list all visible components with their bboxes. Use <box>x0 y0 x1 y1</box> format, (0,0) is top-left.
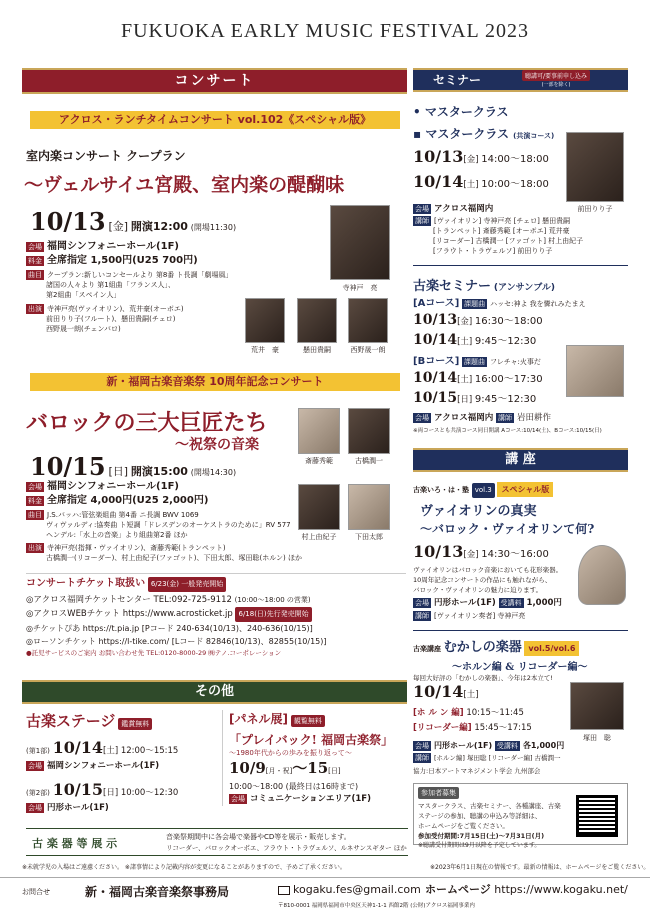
mc-teachers <box>413 216 583 256</box>
a-course-song-label: 課題曲 <box>464 299 486 308</box>
panel-name: 「プレイバック! 福岡古楽祭」 <box>229 733 394 747</box>
stage-part2-time: 10:00～12:30 <box>120 788 179 798</box>
stage-part2-venue: 円形ホール(1F) <box>47 803 109 813</box>
venue-label: 会場 <box>415 204 429 213</box>
ensemble-teacher: 岩田耕作 <box>516 413 551 423</box>
seminar-req-sub: (一部を除く) <box>541 82 571 88</box>
ticket-line-0: ◎アクロス福岡チケットセンター TEL:092-725-9112 <box>26 595 232 605</box>
lecture1-date <box>413 542 549 562</box>
mc-date2 <box>413 172 549 192</box>
photo-iwata <box>566 345 624 397</box>
photo-furuhashi <box>348 408 390 454</box>
lecture-banner: 講 座 <box>413 448 628 472</box>
a-date2 <box>413 334 536 349</box>
panel-sub: ～1980年代からの歩みを振り返って～ <box>229 749 352 757</box>
lecture1-teacher-value: [ヴァイオリン奏者] 寺神戸亮 <box>434 612 526 620</box>
footer-homepage[interactable] <box>425 883 628 896</box>
mc-teacher-1: [トランペット] 斎藤秀範 [オーボエ] 荒井豪 <box>433 227 570 235</box>
ensemble-venue <box>413 412 551 425</box>
concert1-fee: 全席指定 1,500円(U25 700円) <box>47 255 198 266</box>
lecture2-desc: 毎回大好評の「むかしの楽器」、今年は2本立て! <box>413 674 553 682</box>
venue-label: 会場 <box>415 413 429 422</box>
teacher-label: 講師 <box>415 217 429 225</box>
concert2-prog-2: ヘンデル:「水上の音楽」より組曲第2番 ほか <box>46 531 188 539</box>
concert2-perf-1: 古橋潤一(リコーダー)、村上由紀子(ファゴット)、下田太郎、塚田聡(ホルン) ほか <box>46 554 303 562</box>
b-date1 <box>413 372 543 387</box>
panel-date: 10/9 <box>229 759 266 777</box>
lecture2-fee: 各1,000円 <box>522 741 565 750</box>
footer-hp-label: ホームページ <box>425 883 491 896</box>
masterclass-ens-label: マスタークラス <box>425 127 509 141</box>
stage-part1-time: 12:00～15:15 <box>120 746 179 756</box>
fee-label: 料金 <box>28 496 42 505</box>
photo-maeda <box>566 132 624 202</box>
b-date2-num: 10/15 <box>413 390 458 406</box>
lecture1-date-day: [金] <box>463 550 479 560</box>
stage-part2-day: [日] <box>103 788 119 798</box>
concert2-series-bar: 新・福岡古楽音楽祭 10周年記念コンサート <box>30 373 400 391</box>
photo-caption-maeda: 前田りり子 <box>577 205 613 213</box>
lecture1-special: スペシャル版 <box>497 482 553 497</box>
tickets-sale-date: 6/23(金) 一般発売開始 <box>148 577 226 592</box>
performers-label: 出演 <box>28 544 42 552</box>
concert1-subtitle: 室内楽コンサート クープラン <box>26 149 186 163</box>
other-banner: その他 <box>22 680 407 704</box>
a-date1-num: 10/13 <box>413 312 458 328</box>
apply-period: 参加受付期間:7月15日(土)～7月31日(月) <box>418 832 545 840</box>
a-course-label: [Aコース] <box>413 298 460 309</box>
ticket-childcare-note: ●託児サービスのご案内 お問い合わせ先 TEL:0120-8000-29 ㈱テノ.コーポレーション <box>26 649 282 657</box>
lecture1-desc-1: 10周年記念コンサートの作品にも触れながら、 <box>413 576 552 584</box>
stage-part2-date: 10/15 <box>52 780 103 799</box>
concert1-prog-2: 第2組曲「スペイン人」 <box>46 291 121 299</box>
ticket-hours: (10:00～18:00 の営業) <box>234 596 311 604</box>
venue-label: 会場 <box>28 803 42 812</box>
a-date2-time: 9:45～12:30 <box>474 336 537 347</box>
stage-part1-venue: 福岡シンフォニーホール(1F) <box>47 761 160 771</box>
lecture2-series: 古楽講座 <box>413 645 441 653</box>
lecture2-sub: ～ホルン編 & リコーダー編～ <box>452 662 588 673</box>
concert2-fee: 全席指定 4,000円(U25 2,000円) <box>47 495 209 506</box>
mc-venue <box>413 203 493 216</box>
mc-date1 <box>413 147 549 167</box>
a-course-head <box>413 297 586 311</box>
footer-address: 〒810-0001 福岡県福岡市中央区天神1-1-1 西館2階 (公財)アクロス福岡事業内 <box>278 903 475 909</box>
seminar-req <box>522 70 590 88</box>
masterclass-label: マスタークラス <box>424 105 509 119</box>
ensemble-title <box>413 275 555 294</box>
photo-caption-murakami: 村上由紀子 <box>301 533 337 541</box>
apply-title: 参加者募集 <box>418 787 459 799</box>
panel-free-badge: 観覧無料 <box>291 715 325 727</box>
qr-code[interactable] <box>576 795 618 837</box>
footer-inquiry-label: お問合せ <box>22 888 50 896</box>
concert1-prog-0: クープラン:新しいコンセールより 第8番 ト長調「劇場風」 <box>47 271 233 279</box>
photo-nishino <box>348 298 388 343</box>
lecture2-date <box>413 682 479 702</box>
concert1-date <box>30 207 236 236</box>
lecture1-series <box>413 482 553 498</box>
lecture1-time: 14:30～16:00 <box>481 549 549 560</box>
photo-terakado <box>330 205 390 280</box>
b-course-head <box>413 355 541 369</box>
ensemble-note: ※両コースとも共演コース同日開講 Aコース:10/14(土)、Bコース:10/15(日) <box>413 428 602 434</box>
concert2-date-num: 10/15 <box>30 452 106 481</box>
a-date1 <box>413 314 543 329</box>
masterclass-ens-sub: (共演コース) <box>513 132 555 140</box>
lecture1-fee: 1,000円 <box>526 598 562 608</box>
stage-section <box>26 710 216 815</box>
apply-desc-1: ステージの参加、聴講の申込み等詳細は、 <box>418 812 542 820</box>
seminar-banner-title: セミナー <box>433 73 482 87</box>
lecture1-vol: vol.3 <box>472 483 495 498</box>
mc-venue-value: アクロス福岡内 <box>434 204 494 214</box>
masterclass-title: • マスタークラス <box>413 105 509 119</box>
instruments-title: 古 楽 器 等 展 示 <box>32 837 118 850</box>
seminar-req-badge: 聴講可/要事前申し込み <box>522 70 590 81</box>
b-date2-day: [日] <box>457 395 473 405</box>
mc-date2-time: 10:00～18:00 <box>481 179 549 190</box>
lecture2-vol: vol.5/vol.6 <box>524 641 579 656</box>
venue-label: 会場 <box>28 482 42 491</box>
ticket-line-3[interactable]: ◎ローソンチケット https://l-tike.com/ [Lコード 82846(10/13)、82855(10/15)] <box>26 637 327 646</box>
concert2-title: バロックの三大巨匠たち <box>26 410 268 436</box>
lecture1-teacher <box>413 611 525 621</box>
concert2-time: 開演15:00 <box>130 465 188 478</box>
footer-note2: ※2023年6月1日現在の情報です。最新の情報は、ホームページをご覧ください。 <box>430 864 650 871</box>
panel-section <box>222 710 412 806</box>
photo-murakami <box>298 484 340 530</box>
photo-caption-furuhashi: 古橋潤一 <box>355 457 383 465</box>
seminar-banner <box>413 68 628 92</box>
lecture2-title: むかしの楽器 <box>443 640 522 655</box>
concert1-date-num: 10/13 <box>30 207 106 236</box>
ensemble-venue-value: アクロス福岡内 <box>434 413 494 423</box>
concert2-perf-0: 寺神戸亮(指揮・ヴァイオリン)、斎藤秀範(トランペット) <box>47 544 226 552</box>
a-date1-day: [金] <box>457 317 473 327</box>
photo-tsukada <box>570 682 624 730</box>
panel-date-day: [月・祝] <box>265 767 293 775</box>
instruments-section <box>26 828 408 856</box>
panel-time: 10:00～18:00 (最終日は16時まで) <box>229 782 359 791</box>
b-course-label: [Bコース] <box>413 356 460 367</box>
photo-caption-shimoda: 下田太郎 <box>355 533 383 541</box>
lecture2-coop: 協力:日本アートマネジメント学会 九州部会 <box>413 767 541 775</box>
mc-date2-num: 10/14 <box>413 172 464 191</box>
ticket-line-1[interactable]: ◎アクロスWEBチケット https://www.acrosticket.jp <box>26 609 233 619</box>
violin-illustration <box>578 545 626 605</box>
stage-part1-day: [土] <box>103 746 119 756</box>
lecture1-sub: ～バロック・ヴァイオリンて何? <box>420 522 595 536</box>
concert1-perf-1: 前田りり子(フルート)、懸田貴嗣(チェロ) <box>46 315 176 323</box>
festival-title: FUKUOKA EARLY MUSIC FESTIVAL 2023 <box>120 20 530 42</box>
venue-label: 会場 <box>231 794 245 803</box>
lecture2-venue <box>413 739 564 753</box>
teacher-label: 講師 <box>415 612 429 620</box>
masterclass-ens-title: ▪ マスタークラス (共演コース) <box>413 127 555 141</box>
apply-desc-2: ホームページをご覧ください。 <box>418 822 509 830</box>
photo-arai <box>245 298 285 343</box>
concert-banner: コンサート <box>22 68 407 94</box>
ensemble-title-sub: (アンサンブル) <box>493 283 555 293</box>
lecture1-series-name: 古楽いろ・は・塾 <box>413 486 469 494</box>
footer-email[interactable] <box>278 883 421 896</box>
b-date2-time: 9:45～12:30 <box>474 394 537 405</box>
b-date1-day: [土] <box>457 375 473 385</box>
mc-date1-num: 10/13 <box>413 147 464 166</box>
footer-note1: ※未就学児の入場はご遠慮ください。 ※諸事情により記載内容が変更になることがありますので、予めご了承ください。 <box>22 864 346 871</box>
stage-title: 古楽ステージ <box>26 712 116 730</box>
lecture2-date-num: 10/14 <box>413 682 464 701</box>
concert2-open: (開場14:30) <box>190 468 237 477</box>
panel-title: [パネル展] <box>229 712 288 726</box>
photo-caption-nishino: 西野晟一朗 <box>350 346 386 354</box>
photo-caption-terakado: 寺神戸 亮 <box>342 284 378 292</box>
program-label: 曲目 <box>28 511 42 519</box>
photo-saito <box>298 408 340 454</box>
ticket-line-2[interactable]: ◎チケットぴあ https://t.pia.jp [Pコード 240-634(10/13)、240-636(10/15)] <box>26 624 313 633</box>
lecture2-recorder <box>413 722 532 735</box>
concert1-title: ～ヴェルサイユ宮殿、室内楽の醍醐味 <box>24 174 345 196</box>
b-date1-time: 16:00～17:30 <box>474 374 543 385</box>
footer-office: 新・福岡古楽音楽祭事務局 <box>85 885 230 899</box>
lecture2-venue-value: 円形ホール(1F) <box>434 741 493 750</box>
lecture1-venue <box>413 597 562 610</box>
photo-caption-saito: 斎藤秀範 <box>305 457 333 465</box>
tickets-box <box>26 573 406 673</box>
lecture2-horn <box>413 707 524 720</box>
concert1-venue: 福岡シンフォニーホール(1F) <box>47 241 179 252</box>
concert1-perf-0: 寺神戸亮(ヴァイオリン)、荒井豪(オーボエ) <box>47 305 184 313</box>
lecture1-venue-value: 円形ホール(1F) <box>434 598 496 608</box>
program-label: 曲目 <box>28 271 42 279</box>
stage-part2-label: (第2部) <box>26 789 50 797</box>
mail-icon <box>278 886 290 895</box>
apply-note: ※聴講受付期間は9月以降を予定しています。 <box>418 842 541 849</box>
lecture1-fee-label: 受講料 <box>500 598 522 607</box>
lecture2-fee-label: 受講料 <box>496 741 518 750</box>
footer-email-value[interactable]: kogaku.fes@gmail.com <box>293 883 421 896</box>
concert2-subtitle: ～祝祭の音楽 <box>175 437 259 453</box>
a-date2-day: [土] <box>457 337 473 347</box>
instruments-desc1: 音楽祭期間中に各会場で楽器やCD等を展示・販売します。 <box>166 833 351 841</box>
tickets-head: コンサートチケット取扱い <box>26 578 146 589</box>
photo-kakeda <box>297 298 337 343</box>
a-date2-num: 10/14 <box>413 332 458 348</box>
mc-teacher-3: [フラウト・トラヴェルソ] 前田りり子 <box>433 247 553 255</box>
lecture2-head <box>413 641 579 656</box>
panel-date-end-day: [日] <box>328 767 341 775</box>
mc-date2-day: [土] <box>463 180 479 190</box>
ensemble-title-main: 古楽セミナー <box>413 279 492 294</box>
concert1-date-day: [金] <box>108 220 129 233</box>
concert1-prog-1: 諸国の人々より 第1組曲「フランス人」、 <box>46 281 175 289</box>
concert2-date <box>30 452 236 481</box>
concert1-time: 開演12:00 <box>130 220 188 233</box>
venue-label: 会場 <box>415 598 429 607</box>
a-date1-time: 16:30～18:00 <box>474 316 543 327</box>
stage-part1-date: 10/14 <box>52 738 103 757</box>
venue-label: 会場 <box>415 741 429 750</box>
instruments-desc2: リコーダー、バロックオーボエ、フラウト・トラヴェルソ、ルネサンスギター ほか <box>166 844 407 852</box>
mc-date1-time: 14:00～18:00 <box>481 154 549 165</box>
concert2-date-day: [日] <box>108 465 129 478</box>
concert2-prog-1: ヴィヴァルディ:協奏曲 ト短調「ドレスデンのオーケストラのために」RV 577 <box>46 521 291 529</box>
ticket-advance-badge: 6/18(日)先行発売開始 <box>235 607 311 622</box>
b-course-song: フレチャ:火事だ <box>489 358 541 366</box>
lecture2-horn-time: 10:15～11:45 <box>466 708 524 718</box>
lecture1-desc-0: ヴァイオリンはバロック音楽においても花形楽器。 <box>413 566 563 574</box>
b-course-song-label: 課題曲 <box>463 357 485 366</box>
concert1-perf-2: 西野晟一朗(チェンバロ) <box>46 325 121 333</box>
lecture2-recorder-time: 15:45～17:15 <box>474 723 532 733</box>
lecture2-recorder-label: [リコーダー編] <box>413 723 472 733</box>
lecture2-teacher <box>413 753 561 763</box>
teacher-label: 講師 <box>415 754 429 762</box>
lecture1-desc-2: バロック・ヴァイオリンの魅力に迫ります。 <box>413 586 543 594</box>
lecture2-teacher-value: [ホルン編] 塚田聡 [リコーダー編] 古橋潤一 <box>434 754 561 762</box>
stage-part1-label: (第1部) <box>26 747 50 755</box>
venue-label: 会場 <box>28 242 42 251</box>
photo-shimoda <box>348 484 390 530</box>
venue-label: 会場 <box>28 761 42 770</box>
mc-teacher-2: [リコーダー] 古橋潤一 [ファゴット] 村上由紀子 <box>433 237 584 245</box>
fee-label: 料金 <box>28 256 42 265</box>
photo-caption-arai: 荒井 豪 <box>251 346 279 354</box>
footer-divider <box>0 877 650 878</box>
photo-caption-tsukada: 塚田 聡 <box>583 734 611 742</box>
panel-venue: コミュニケーションエリア(1F) <box>250 794 371 804</box>
stage-free-badge: 鑑賞無料 <box>118 718 152 730</box>
seminar-divider <box>413 265 628 266</box>
lecture2-date-day: [土] <box>463 690 479 700</box>
concert1-open: (開場11:30) <box>190 223 237 232</box>
a-course-song: ハッセ:神よ 我を憐れみたまえ <box>490 300 586 308</box>
lecture1-desc <box>413 565 562 595</box>
mc-teacher-0: [ヴァイオリン] 寺神戸亮 [チェロ] 懸田貴嗣 <box>434 217 571 225</box>
performers-label: 出演 <box>28 305 42 313</box>
concert1-series-bar: アクロス・ランチタイムコンサート vol.102《スペシャル版》 <box>30 111 400 129</box>
concert2-venue: 福岡シンフォニーホール(1F) <box>47 481 179 492</box>
lecture2-horn-label: [ホ ル ン 編] <box>413 708 464 718</box>
panel-date-end: ～15 <box>292 759 329 777</box>
mc-date1-day: [金] <box>463 155 479 165</box>
lecture-divider <box>413 630 628 631</box>
lecture1-date-num: 10/13 <box>413 542 464 561</box>
b-date1-num: 10/14 <box>413 370 458 386</box>
teacher-label: 講師 <box>497 413 512 422</box>
concert2-prog-0: J.S.バッハ:管弦楽組曲 第4番 ニ長調 BWV 1069 <box>47 511 199 519</box>
apply-desc-0: マスタークラス、古楽セミナー、各種講座、古楽 <box>418 802 561 810</box>
b-date2 <box>413 392 536 407</box>
lecture1-title: ヴァイオリンの真実 <box>420 504 537 519</box>
footer-url[interactable]: https://www.kogaku.net/ <box>494 883 628 896</box>
photo-caption-kakeda: 懸田貴嗣 <box>303 346 331 354</box>
footer-inquiry <box>22 886 50 899</box>
